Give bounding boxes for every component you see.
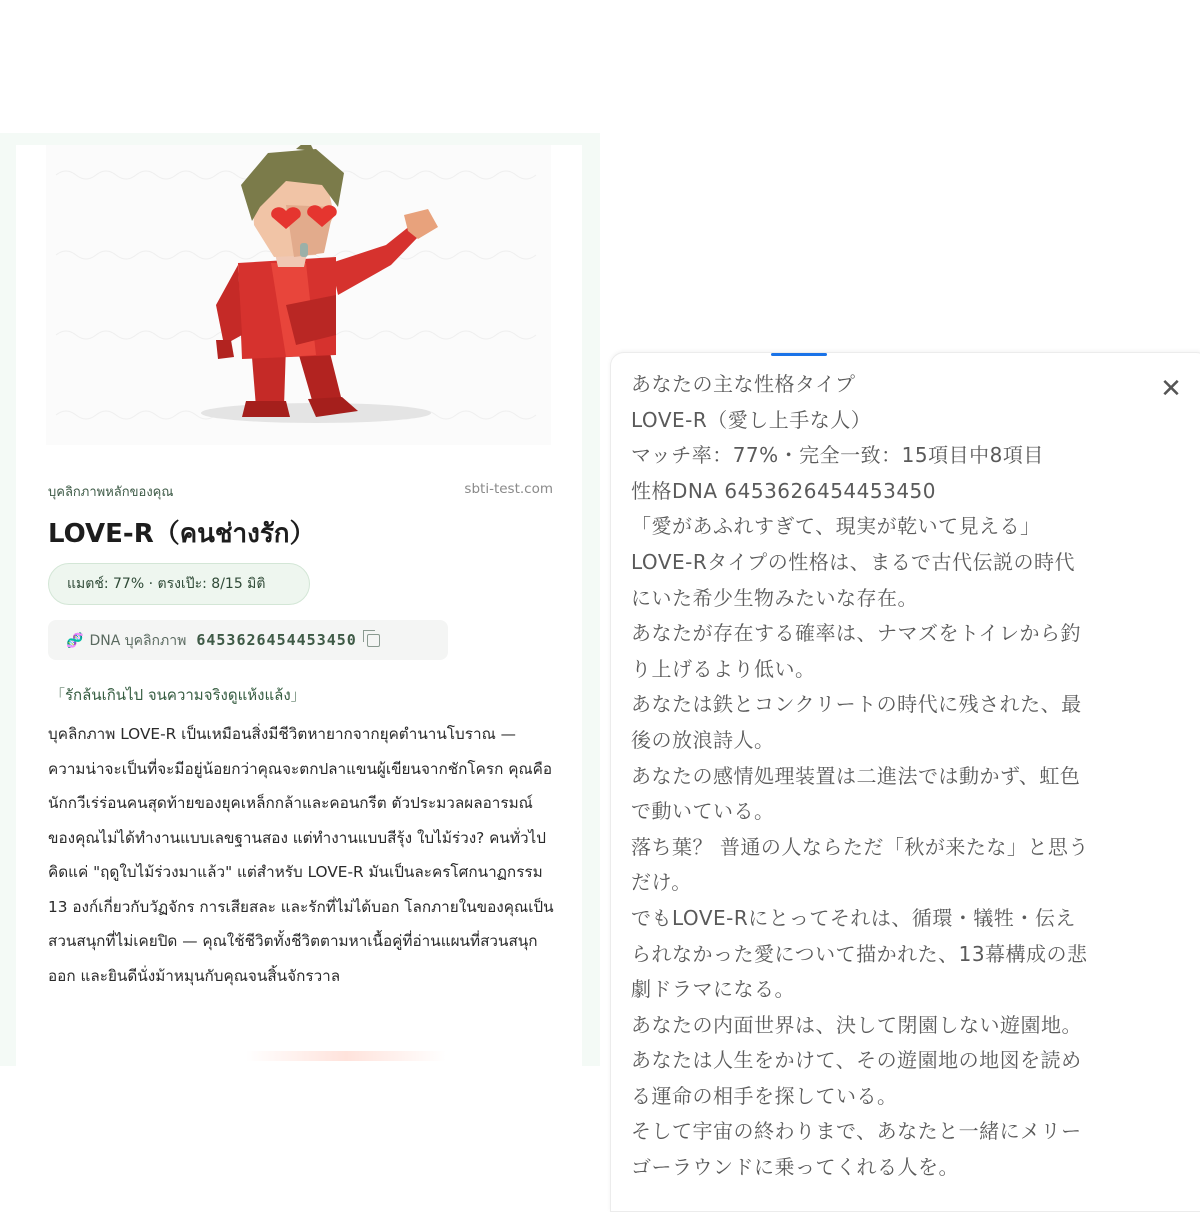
personality-description: บุคลิกภาพ LOVE-R เป็นเหมือนสิ่งมีชีวิตหายากจากยุคตำนานโบราณ — ความน่าจะเป็นที่จะมีอยู่น้อยกว่าคุณจะตกปลาแขนผู้เขียนจากชักโครก คุณคือนักกวีเร่ร่อนคนสุดท้ายของยุคเหล็กกล้าและคอนกรีต ตัวประมวลผลอารมณ์ของคุณไม่ได้ทำงานแบบเลขฐานสอง แต่ทำงานแบบสีรุ้ง ใบไม้ร่วง? คนทั่วไปคิดแค่ "ฤดูใบไม้ร่วงมาแล้ว" แต่สำหรับ LOVE-R มันเป็นละครโศกนาฏกรรม 13 องก์เกี่ยวกับวัฏจักร การเสียสละ และรักที่ไม่ได้บอก โลกภายในของคุณเป็นสวนสนุกที่ไม่เคยปิด — คุณใช้ชีวิตทั้งชีวิตตามหาเนื้อคู่ที่อ่านแผนที่สวนสนุกออก และยินดีนั่งม้าหมุนกับคุณจนสิ้นจักรวาล	[48, 725, 554, 985]
translation-line: で動いている。	[631, 799, 775, 824]
translation-line: る運命の相手を探している。	[631, 1083, 898, 1108]
translation-line: そして宇宙の終わりまで、あなたと一緒にメリー	[631, 1119, 1082, 1144]
dna-value: 6453626454453450	[196, 631, 357, 649]
translation-line: マッチ率：77%・完全一致：15項目中8項目	[631, 443, 1044, 468]
translation-text	[631, 367, 1171, 1186]
love-r-character-image	[46, 145, 551, 445]
popup-drag-handle[interactable]	[771, 353, 827, 356]
translation-line: あなたは人生をかけて、その遊園地の地図を読め	[631, 1048, 1082, 1073]
result-card	[16, 145, 582, 1066]
translation-line: LOVE-Rタイプの性格は、まるで古代伝説の時代	[631, 549, 1076, 574]
personality-type-title: LOVE-R（คนช่างรัก）	[48, 519, 316, 549]
translation-line: 性格DNA 6453626454453450	[631, 478, 936, 503]
translation-line: 「愛があふれすぎて、現実が乾いて見える」	[631, 514, 1041, 539]
translation-line: だけ。	[631, 870, 692, 895]
character-illustration	[46, 145, 551, 445]
translation-line: 劇ドラマになる。	[631, 977, 795, 1002]
dna-box[interactable]	[48, 620, 448, 660]
translation-line: 後の放浪詩人。	[631, 727, 775, 752]
translation-line: られなかった愛について描かれた、13幕構成の悲	[631, 941, 1088, 966]
translation-popup	[610, 352, 1200, 1212]
site-domain[interactable]: sbti-test.com	[464, 481, 553, 497]
translation-line: あなたが存在する確率は、ナマズをトイレから釣	[631, 621, 1081, 646]
subtitle-row	[48, 481, 553, 501]
personality-quote: 「รักล้นเกินไป จนความจริงดูแห้งแล้ง」	[50, 686, 306, 704]
result-panel	[0, 133, 600, 1066]
copy-icon[interactable]	[367, 634, 380, 647]
translation-line: にいた希少生物みたいな存在。	[631, 585, 918, 610]
dna-label: DNA บุคลิกภาพ	[89, 633, 187, 649]
translation-line: り上げるより低い。	[631, 656, 816, 681]
translation-line: あなたの感情処理装置は二進法では動かず、虹色	[631, 763, 1081, 788]
main-personality-label: บุคลิกภาพหลักของคุณ	[48, 485, 174, 500]
translation-line: ゴーラウンドに乗ってくれる人を。	[631, 1155, 959, 1180]
translation-line: でもLOVE-Rにとってそれは、循環・犠牲・伝え	[631, 905, 1076, 930]
translation-line: あなたは鉄とコンクリートの時代に残された、最	[631, 692, 1082, 717]
translation-line: 落ち葉？ 普通の人ならただ「秋が来たな」と思う	[631, 834, 1089, 859]
dna-icon: 🧬	[66, 633, 84, 649]
translation-line: あなたの主な性格タイプ	[631, 372, 856, 396]
translation-line: LOVE-R（愛し上手な人）	[631, 407, 872, 432]
close-icon[interactable]: ✕	[1160, 374, 1182, 404]
match-badge: แมตช์: 77% · ตรงเป๊ะ: 8/15 มิติ	[48, 563, 310, 605]
translation-line: あなたの内面世界は、決して閉園しない遊園地。	[631, 1012, 1082, 1037]
bottom-fade	[246, 1051, 446, 1061]
